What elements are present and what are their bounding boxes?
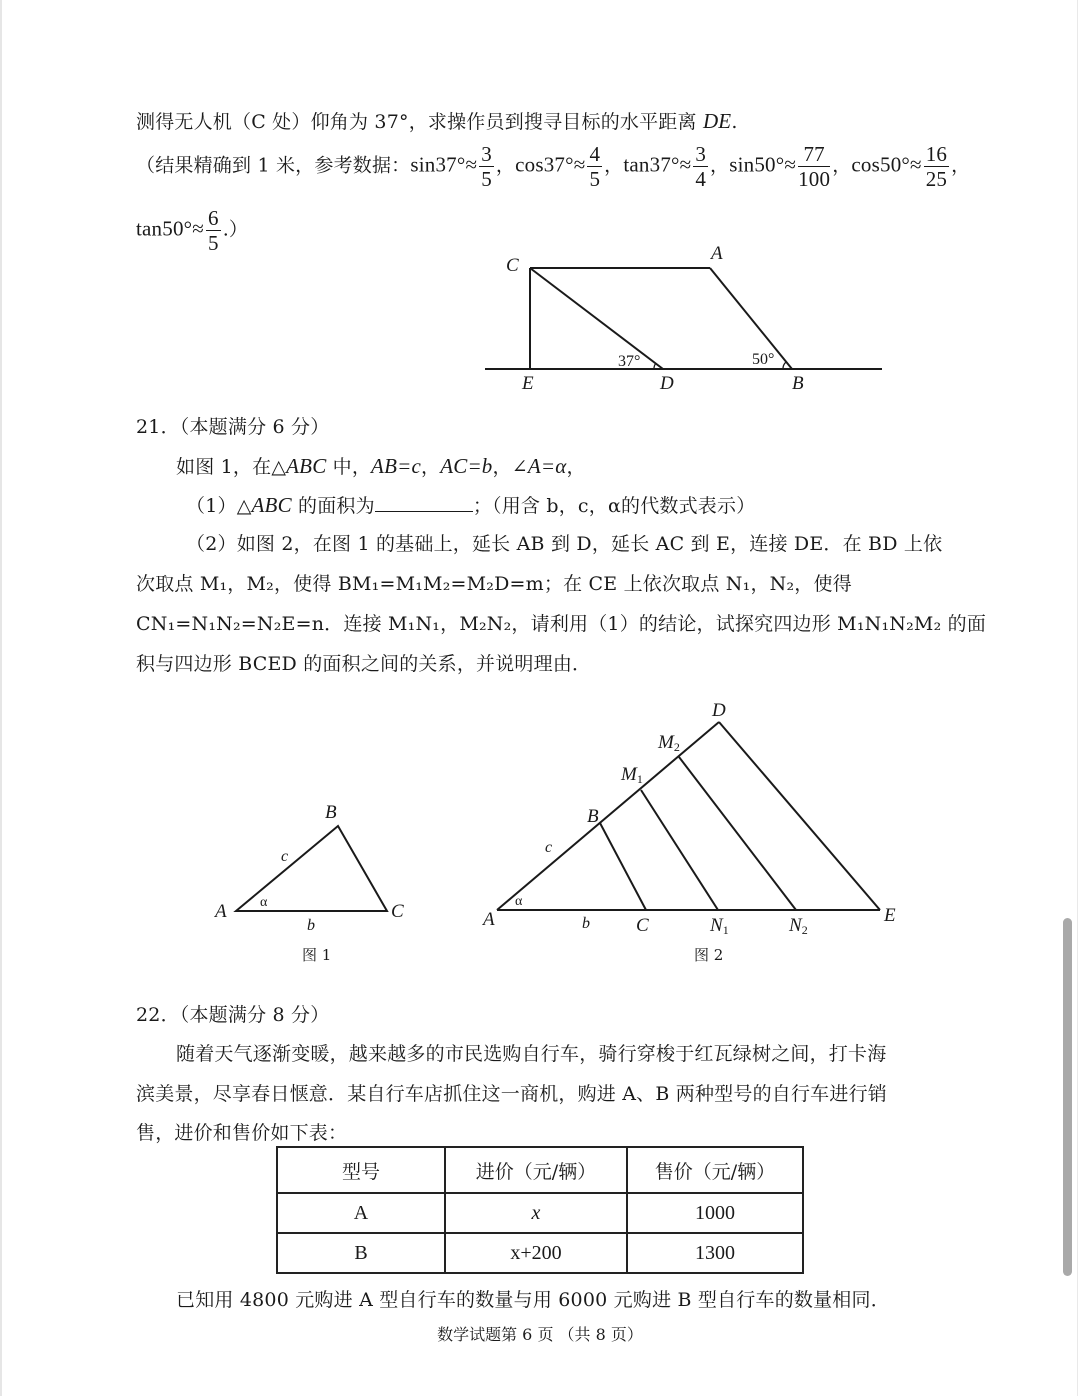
n1-letter: N [710, 915, 723, 936]
frac-num: 6 [207, 206, 219, 230]
frac-den: 5 [481, 167, 492, 191]
fig2-label-b: B [587, 806, 599, 827]
cell-model: B [277, 1233, 445, 1273]
sep: ， [832, 154, 852, 177]
ref-tan50: tan50°≈ [136, 216, 204, 241]
fig2-label-e: E [884, 905, 896, 926]
label-e: E [522, 373, 534, 394]
fig2-label-m1 [620, 764, 643, 786]
cell-price: 1300 [627, 1233, 803, 1273]
sep: ， [495, 154, 516, 177]
ref-cos50: cos50°≈ [851, 152, 922, 177]
ref-cos37: cos37°≈ [515, 152, 586, 177]
fig2-label-n1 [709, 915, 729, 937]
n2-letter: N [789, 915, 802, 936]
segment-m1n1 [641, 790, 718, 910]
m2-subscript: 2 [673, 740, 680, 754]
q21-intro [176, 452, 586, 481]
q21-part1-text: 的面积为 [291, 495, 375, 517]
ref-sin50: sin50°≈ [729, 152, 797, 177]
price-table [276, 1146, 804, 1274]
sep: ， [566, 456, 586, 478]
sep: ， [604, 154, 624, 177]
fig2-label-d: D [712, 700, 726, 721]
frac-num: 3 [695, 142, 707, 166]
fig1-side-b: b [307, 917, 315, 934]
fig1-side-c: c [281, 848, 289, 865]
label-a: A [711, 243, 723, 264]
angle-50: 50° [752, 351, 775, 368]
q21-part1-text: （1）△ [186, 495, 252, 517]
q22-body-line2: 滨美景，尽享春日惬意．某自行车店抓住这一商机，购进 A、B 两种型号的自行车进行销 [136, 1083, 887, 1105]
q20-var-de: DE [702, 109, 732, 133]
q21-part1-hint: ；（用含 b，c，α的代数式表示） [472, 495, 756, 517]
cell-price: 1000 [627, 1193, 803, 1233]
col-header-cost: 进价（元/辆） [445, 1147, 627, 1193]
segment-cd [530, 268, 663, 369]
q20-ref-end: .） [222, 218, 249, 241]
figure-2-diagram [497, 722, 880, 910]
angle-arc-b [783, 362, 786, 369]
frac-num: 3 [481, 142, 492, 166]
label-d: D [660, 373, 674, 394]
m1-subscript: 1 [636, 772, 643, 786]
var-ab-eq-c: AB=c [371, 454, 421, 478]
q21-part2-line4: 积与四边形 BCED 的面积之间的关系，并说明理由． [136, 653, 592, 675]
vertical-scrollbar[interactable] [1063, 918, 1072, 1276]
segment-bc [600, 823, 646, 910]
q21-part2-line1: （2）如图 2，在图 1 的基础上，延长 AB 到 D，延长 AC 到 E，连接 DE．在 BD 上依 [186, 533, 943, 555]
frac-den: 25 [925, 167, 948, 191]
segment-ad [497, 722, 719, 910]
fig2-side-c: c [545, 839, 553, 856]
cell-model: A [277, 1193, 445, 1233]
angle-37: 37° [618, 353, 641, 370]
frac-den: 5 [589, 167, 601, 191]
fig1-label-a: A [215, 901, 227, 922]
q21-part2-line3: CN₁=N₁N₂=N₂E=n．连接 M₁N₁，M₂N₂，请利用（1）的结论，试探究四边形 M₁N₁N₂M₂ 的面 [136, 613, 987, 635]
col-header-price: 售价（元/辆） [627, 1147, 803, 1193]
table-row [277, 1233, 803, 1273]
fig1-label-c: C [391, 901, 404, 922]
n2-subscript: 2 [801, 923, 808, 937]
segment-de [719, 722, 880, 910]
fig1-caption: 图 1 [302, 946, 332, 964]
q20-diagram [485, 268, 882, 369]
sep: ， [421, 456, 441, 478]
var-ac-eq-b: AC=b [440, 454, 493, 478]
frac-den: 4 [695, 167, 707, 191]
m1-letter: M [621, 764, 637, 785]
fig2-caption: 图 2 [694, 946, 724, 964]
table-header-row [277, 1147, 803, 1193]
q22-body-line1: 随着天气逐渐变暖，越来越多的市民选购自行车，骑行穿梭于红瓦绿树之间，打卡海 [176, 1043, 887, 1065]
label-b: B [792, 373, 804, 394]
frac-den: 100 [798, 167, 831, 191]
triangle-abc [236, 826, 387, 911]
fig2-side-b: b [582, 915, 590, 932]
q20-line1-end: . [731, 111, 738, 133]
page-footer: 数学试题第 6 页 （共 8 页） [437, 1325, 643, 1344]
sep: ，∠ [492, 456, 528, 478]
sep: ， [710, 154, 730, 177]
sep: ， [951, 154, 971, 177]
cell-cost: x [445, 1193, 627, 1233]
fig1-angle-alpha: α [260, 895, 268, 910]
var-angle-a: A=α [527, 454, 567, 478]
col-header-model: 型号 [277, 1147, 445, 1193]
frac-num: 4 [589, 142, 601, 166]
q21-intro-text: 如图 1，在△ [176, 456, 287, 478]
ref-sin37: sin37°≈ [410, 152, 478, 177]
fig1-label-b: B [325, 802, 337, 823]
q22-header: 22．（本题满分 8 分） [136, 1004, 330, 1026]
fig2-label-c: C [636, 915, 649, 936]
frac-num: 77 [798, 142, 830, 167]
var-abc: ABC [251, 493, 292, 517]
q21-intro-text: 中， [326, 456, 372, 478]
fig2-label-n2 [788, 915, 808, 937]
fig2-label-m2 [657, 732, 680, 754]
table-row [277, 1193, 803, 1233]
q22-tail: 已知用 4800 元购进 A 型自行车的数量与用 6000 元购进 B 型自行车的数量相同． [176, 1289, 890, 1311]
figure-1-triangle [236, 826, 387, 911]
label-c: C [506, 255, 519, 276]
ref-tan37: tan37°≈ [623, 152, 692, 177]
fig2-label-a: A [483, 909, 495, 930]
q21-part1 [186, 491, 755, 520]
segment-ab [710, 268, 792, 369]
frac-den: 5 [207, 231, 219, 255]
q22-body-line3: 售，进价和售价如下表： [136, 1122, 348, 1144]
q21-header: 21．（本题满分 6 分） [136, 416, 330, 438]
var-abc: ABC [286, 454, 327, 478]
segment-m2n2 [679, 757, 796, 910]
q21-part2-line2: 次取点 M₁，M₂，使得 BM₁=M₁M₂=M₂D=m；在 CE 上依次取点 N₁，N₂，使得 [136, 573, 852, 595]
frac-num: 16 [925, 142, 948, 166]
q20-line1-text: 测得无人机（C 处）仰角为 37°，求操作员到搜寻目标的水平距离 [136, 111, 703, 133]
m2-letter: M [658, 732, 674, 753]
q20-ref-prefix: （结果精确到 1 米，参考数据： [136, 154, 411, 177]
fig2-angle-alpha: α [515, 894, 523, 909]
cell-cost: x+200 [445, 1233, 627, 1273]
answer-blank [375, 493, 473, 512]
n1-subscript: 1 [722, 923, 729, 937]
